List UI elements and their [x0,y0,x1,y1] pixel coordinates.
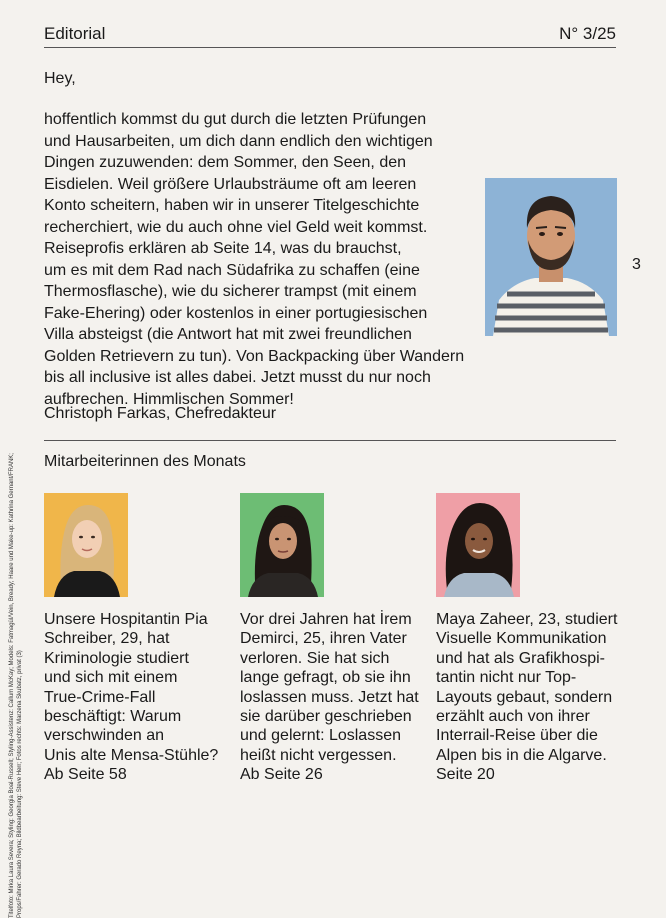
description-line: beschäftigt: Warum [44,708,182,726]
credits-line: Titelfoto: Mirka Laura Severa; Styling: Georgia Boal-Russell; Styling-Assistenz: Callum McKay; Models: Fatmagül/Vein, Bready; Haare und Make-up: Kathrina Gernant/FRANK; [9,453,15,918]
photo-credits [8,138,24,918]
description-line: Alpen bis in die Algarve. [436,746,607,764]
description-line: Unsere Hospitantin Pia [44,611,208,628]
contributor-photo [240,493,324,597]
description-line: Ab Seite 26 [240,766,323,784]
editorial-line: um es mit dem Rad nach Südafrika zu schaffen (eine [44,261,420,279]
description-line: und sich mit einem [44,669,178,687]
editorial-line: Villa absteigst (die Antwort hat mit zwei freundlichen [44,326,412,343]
section-divider [44,440,616,441]
description-line: Maya Zaheer, 23, studiert [436,611,618,628]
editorial-line: Thermosflasche), wie du sicherer trampst (mit einem [44,283,417,300]
editor-portrait [485,178,617,336]
description-line: und gelernt: Loslassen [240,727,401,745]
editorial-line: Reiseprofis erklären ab Seite 14, was du brauchst, [44,240,402,257]
editorial-line: und Hausarbeiten, um dich dann endlich den wichtigen [44,132,433,150]
description-line: Vor drei Jahren hat İrem [240,611,412,628]
contributor-description [436,610,621,785]
description-line: Visuelle Kommunikation [436,630,607,648]
editorial-line: hoffentlich kommst du gut durch die letzten Prüfungen [44,111,427,128]
editorial-line: aufbrechen. Himmlischen Sommer! [44,390,294,408]
description-line: Layouts gebaut, sondern [436,688,613,706]
description-line: Unis alte Mensa-Stühle? [44,746,219,764]
description-line: Interrail-Reise über die [436,727,598,745]
description-line: Ab Seite 58 [44,766,127,784]
description-line: tantin nicht nur Top- [436,669,577,687]
editorial-body [44,109,474,410]
description-line: loslassen muss. Jetzt hat [240,688,419,706]
page-header [44,24,616,48]
contributor-card [436,493,621,785]
editorial-line: Golden Retrievern zu tun). Von Backpacking über Wandern [44,347,465,365]
editorial-line: Konto scheitern, haben wir in unserer Titelgeschichte [44,197,420,214]
description-line: erzählt auch von ihrer [436,708,590,726]
editorial-line: Fake-Ehering) oder kostenlos in einer portugiesischen [44,304,428,322]
description-line: verloren. Sie hat sich [240,649,390,667]
contributors-heading: Mitarbeiterinnen des Monats [44,453,246,470]
contributor-card [240,493,425,785]
contributor-card [44,493,229,785]
description-line: verschwinden an [44,727,165,745]
header-divider [44,47,616,48]
editorial-line: recherchiert, wie du auch ohne viel Geld weit kommst. [44,218,428,236]
editorial-greeting: Hey, [44,70,76,87]
description-line: Schreiber, 29, hat [44,630,170,648]
description-line: und hat als Grafikhospi- [436,649,605,667]
editor-signature: Christoph Farkas, Chefredakteur [44,405,277,422]
issue-number: N° 3/25 [559,24,616,43]
editorial-line: Eisdielen. Weil größere Urlaubsträume oft am leeren [44,175,417,193]
contributor-photo [44,493,128,597]
description-line: Demirci, 25, ihren Vater [240,630,407,648]
contributor-description [44,610,229,785]
description-line: Seite 20 [436,766,495,784]
contributor-description [240,610,425,785]
editorial-line: Dingen zuzuwenden: dem Sommer, den Seen, den [44,154,407,171]
page-number: 3 [632,256,641,273]
description-line: True-Crime-Fall [44,688,156,706]
description-line: lange gefragt, ob sie ihn [240,669,411,687]
contributor-photo [436,493,520,597]
description-line: heißt nicht vergessen. [240,746,397,764]
description-line: Kriminologie studiert [44,649,189,667]
editorial-line: bis all inclusive ist alles dabei. Jetzt musst du nur noch [44,369,431,386]
credits-line: Props/Fahrer: Gerado Reyna; Bildbearbeitung: Steve Herr; Fotos rechts: Marzena Skubatz, privat (3) [17,650,23,918]
section-title: Editorial [44,24,106,43]
description-line: sie darüber geschrieben [240,708,412,726]
